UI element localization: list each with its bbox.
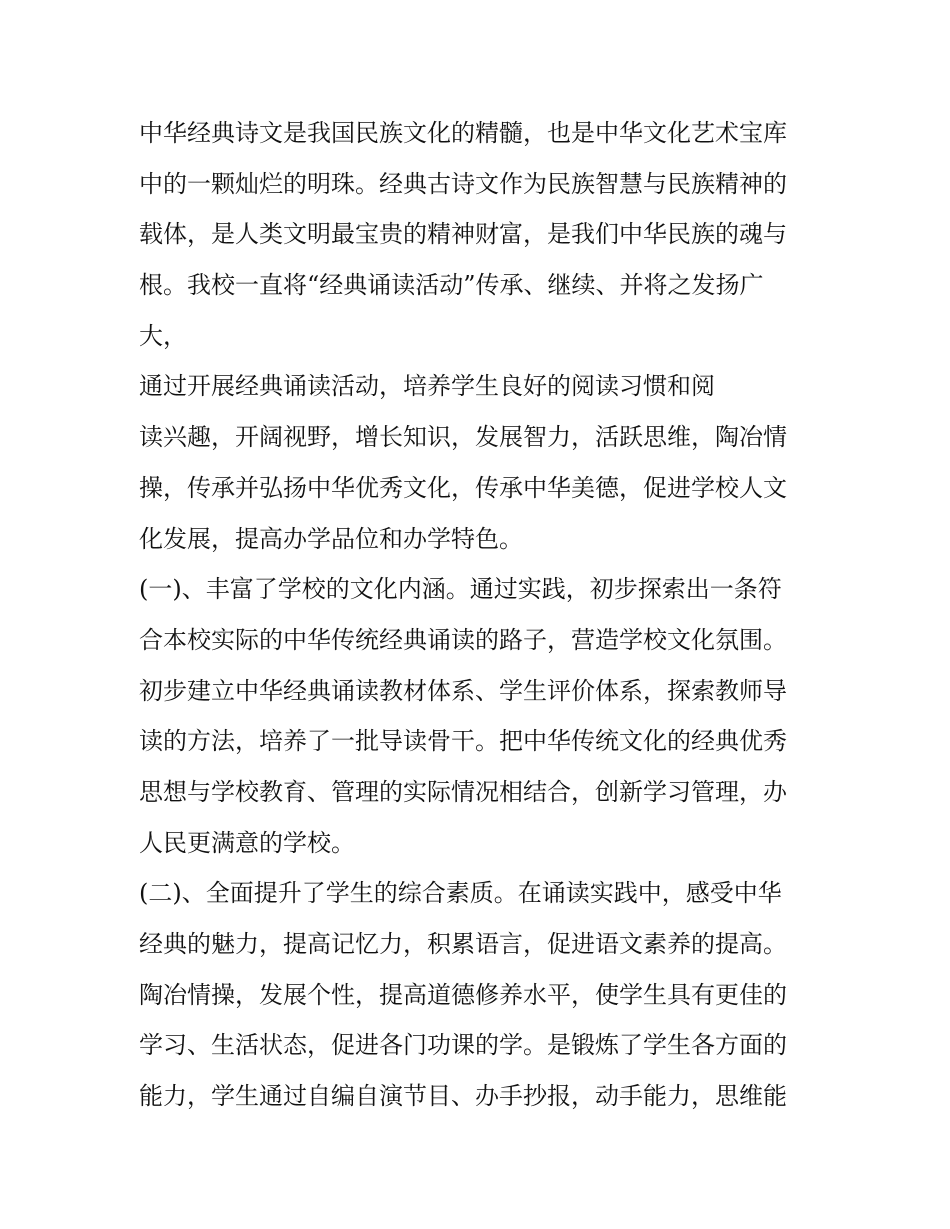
text-line: 思想与学校教育、管理的实际情况相结合，创新学习管理，办 <box>139 777 787 806</box>
text-line: 大， <box>139 321 187 350</box>
text-line: 合本校实际的中华传统经典诵读的路子，营造学校文化氛围。 <box>139 625 787 654</box>
text-line: 陶冶情操，发展个性，提高道德修养水平，使学生具有更佳的 <box>139 980 787 1009</box>
text-line: (一)、丰富了学校的文化内涵。通过实践，初步探索出一条符 <box>139 575 782 604</box>
text-line: 操，传承并弘扬中华优秀文化，传承中华美德，促进学校人文 <box>139 473 787 502</box>
text-line: (二)、全面提升了学生的综合素质。在诵读实践中，感受中华 <box>139 879 782 908</box>
text-line: 人民更满意的学校。 <box>139 828 355 857</box>
text-line: 中的一颗灿烂的明珠。经典古诗文作为民族智慧与民族精神的 <box>139 169 787 198</box>
text-line: 中华经典诗文是我国民族文化的精髓，也是中华文化艺术宝库 <box>139 119 787 147</box>
text-line: 化发展，提高办学品位和办学特色。 <box>139 524 523 553</box>
body-text <box>139 108 819 1122</box>
text-line: 通过开展经典诵读活动，培养学生良好的阅读习惯和阅 <box>139 372 715 401</box>
text-line: 读的方法，培养了一批导读骨干。把中华传统文化的经典优秀 <box>139 727 787 756</box>
text-line: 读兴趣，开阔视野，增长知识，发展智力，活跃思维，陶冶情 <box>139 423 787 452</box>
text-line: 初步建立中华经典诵读教材体系、学生评价体系，探索教师导 <box>139 676 787 705</box>
text-line: 学习、生活状态，促进各门功课的学。是锻炼了学生各方面的 <box>139 1031 787 1060</box>
text-line: 根。我校一直将“经典诵读活动”传承、继续、并将之发扬广 <box>139 271 764 300</box>
text-line: 载体，是人类文明最宝贵的精神财富，是我们中华民族的魂与 <box>139 220 787 249</box>
text-line: 能力，学生通过自编自演节目、办手抄报，动手能力，思维能 <box>139 1082 787 1111</box>
text-line: 经典的魅力，提高记忆力，积累语言，促进语文素养的提高。 <box>139 930 787 958</box>
